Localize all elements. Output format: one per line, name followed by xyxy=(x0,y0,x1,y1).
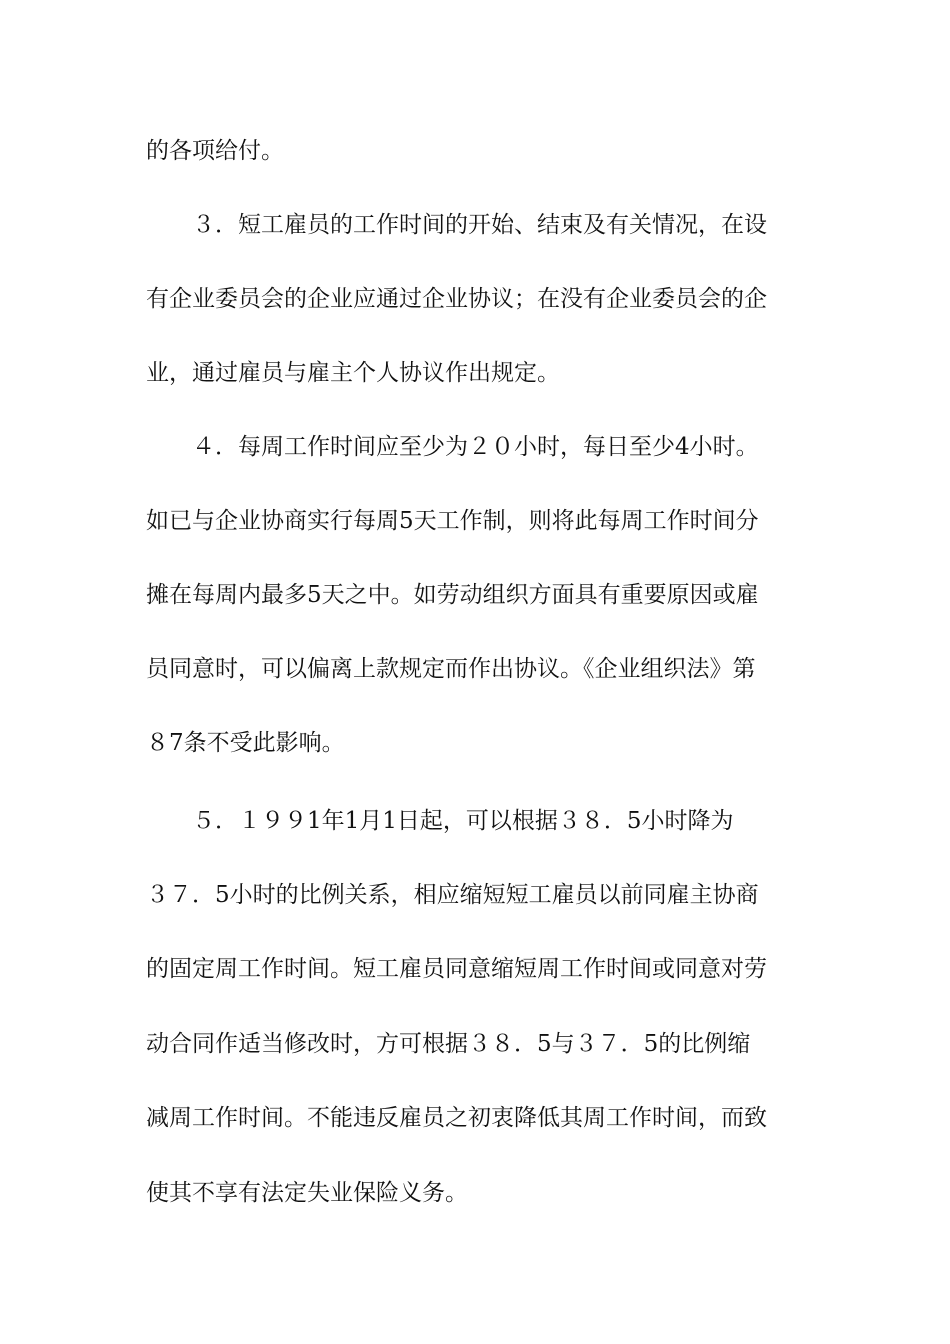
text-line-9: ８7条不受此影响。 xyxy=(146,730,345,756)
text-line-2: ３．短工雇员的工作时间的开始、结束及有关情况，在设 xyxy=(146,212,767,238)
text-line-4: 业，通过雇员与雇主个人协议作出规定。 xyxy=(146,360,560,386)
text-line-12: 的固定周工作时间。短工雇员同意缩短周工作时间或同意对劳 xyxy=(146,956,767,982)
text-line-7: 摊在每周内最多5天之中。如劳动组织方面具有重要原因或雇 xyxy=(146,582,759,608)
text-line-15: 使其不享有法定失业保险义务。 xyxy=(146,1180,468,1206)
text-line-8: 员同意时，可以偏离上款规定而作出协议。《企业组织法》第 xyxy=(146,656,756,682)
text-line-14: 减周工作时间。不能违反雇员之初衷降低其周工作时间，而致 xyxy=(146,1105,767,1131)
text-line-13: 动合同作适当修改时，方可根据３８．5与３７．5的比例缩 xyxy=(146,1031,751,1057)
text-line-3: 有企业委员会的企业应通过企业协议；在没有企业委员会的企 xyxy=(146,286,767,312)
text-line-11: ３７．5小时的比例关系，相应缩短短工雇员以前同雇主协商 xyxy=(146,882,759,908)
text-line-6: 如已与企业协商实行每周5天工作制，则将此每周工作时间分 xyxy=(146,508,759,534)
text-line-1: 的各项给付。 xyxy=(146,138,284,164)
text-line-5: ４．每周工作时间应至少为２０小时，每日至少4小时。 xyxy=(146,434,759,460)
text-line-10: ５．１９９1年1月1日起，可以根据３８．5小时降为 xyxy=(146,808,734,834)
